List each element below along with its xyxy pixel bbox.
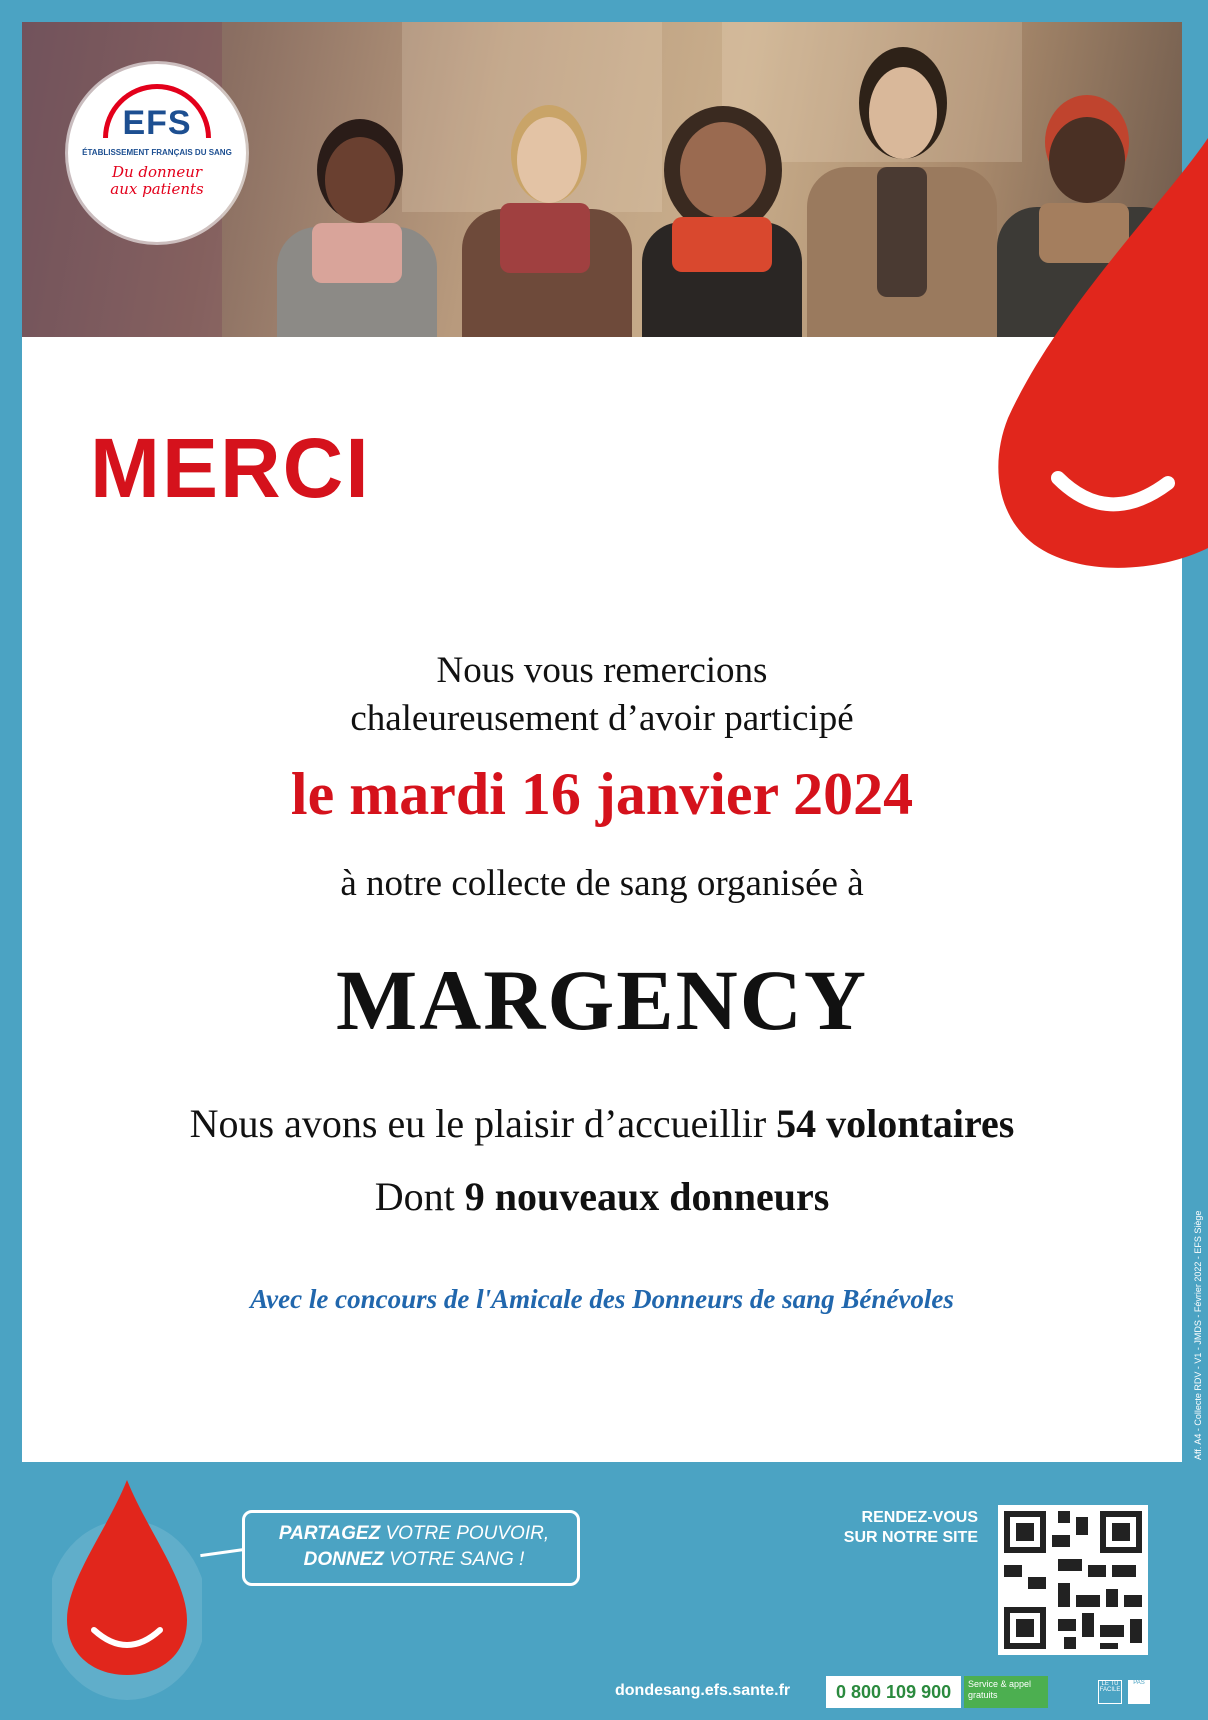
rdv-line-1: RENDEZ-VOUS — [861, 1509, 978, 1526]
person-2 — [462, 117, 632, 337]
new-donors-line — [22, 1173, 1182, 1220]
person-4 — [807, 67, 997, 337]
slogan-2-bold: DONNEZ — [303, 1549, 384, 1570]
slogan-1-bold: PARTAGEZ — [278, 1523, 381, 1544]
logo-tagline-line-2: aux patients — [110, 180, 204, 198]
logo-tagline-line-1: Du donneur — [111, 163, 203, 181]
volunteers-count: 54 volontaires — [776, 1101, 1015, 1146]
partner-text: Avec le concours de l'Amicale des Donneurs de sang Bénévoles — [250, 1284, 954, 1314]
person-3 — [642, 122, 802, 337]
logo-tagline — [68, 164, 246, 198]
footer-blood-drop-icon — [52, 1470, 202, 1700]
print-reference: Aff. A4 - Collecte RDV - V1 - JMDS - Février 2022 - EFS Siège — [1193, 1210, 1203, 1460]
slogan-line-2 — [245, 1549, 583, 1571]
rdv-text — [818, 1508, 978, 1548]
phone-number[interactable]: 0 800 109 900 — [826, 1676, 961, 1708]
collection-date: le mardi 16 janvier 2024 — [290, 761, 914, 827]
slogan-bubble — [242, 1510, 580, 1586]
person-1 — [277, 137, 437, 337]
app-badge: PAS — [1128, 1680, 1150, 1704]
website-link[interactable]: dondesang.efs.sante.fr — [615, 1682, 791, 1699]
blood-drop-icon — [978, 138, 1208, 568]
volunteers-line — [22, 1100, 1182, 1147]
slogan-1-rest: VOTRE POUVOIR, — [380, 1523, 550, 1544]
city-name: MARGENCY — [336, 952, 868, 1048]
slogan-line-1 — [245, 1523, 583, 1545]
tu-facile-logo: LE TU FACILE — [1098, 1680, 1122, 1704]
phone-note-badge: Service & appel gratuits — [964, 1676, 1048, 1708]
slogan-2-rest: VOTRE SANG ! — [383, 1549, 525, 1570]
new-donors-count: 9 nouveaux donneurs — [464, 1174, 830, 1219]
volunteers-prefix: Nous avons eu le plaisir d’accueillir — [189, 1101, 777, 1146]
efs-logo — [68, 64, 246, 242]
qr-code-icon[interactable] — [998, 1505, 1148, 1655]
logo-name: EFS — [122, 104, 192, 142]
page-title: MERCI — [90, 421, 371, 515]
intro-text — [22, 647, 1182, 743]
rdv-line-2: SUR NOTRE SITE — [843, 1529, 978, 1546]
bubble-tail — [200, 1548, 244, 1557]
new-donors-prefix: Dont — [374, 1174, 465, 1219]
intro-line-2: chaleureusement d’avoir participé — [350, 698, 854, 739]
intro-line-1: Nous vous remercions — [436, 650, 768, 691]
logo-subtitle: ÉTABLISSEMENT FRANÇAIS DU SANG — [82, 148, 232, 157]
collect-text: à notre collecte de sang organisée à — [340, 863, 864, 904]
